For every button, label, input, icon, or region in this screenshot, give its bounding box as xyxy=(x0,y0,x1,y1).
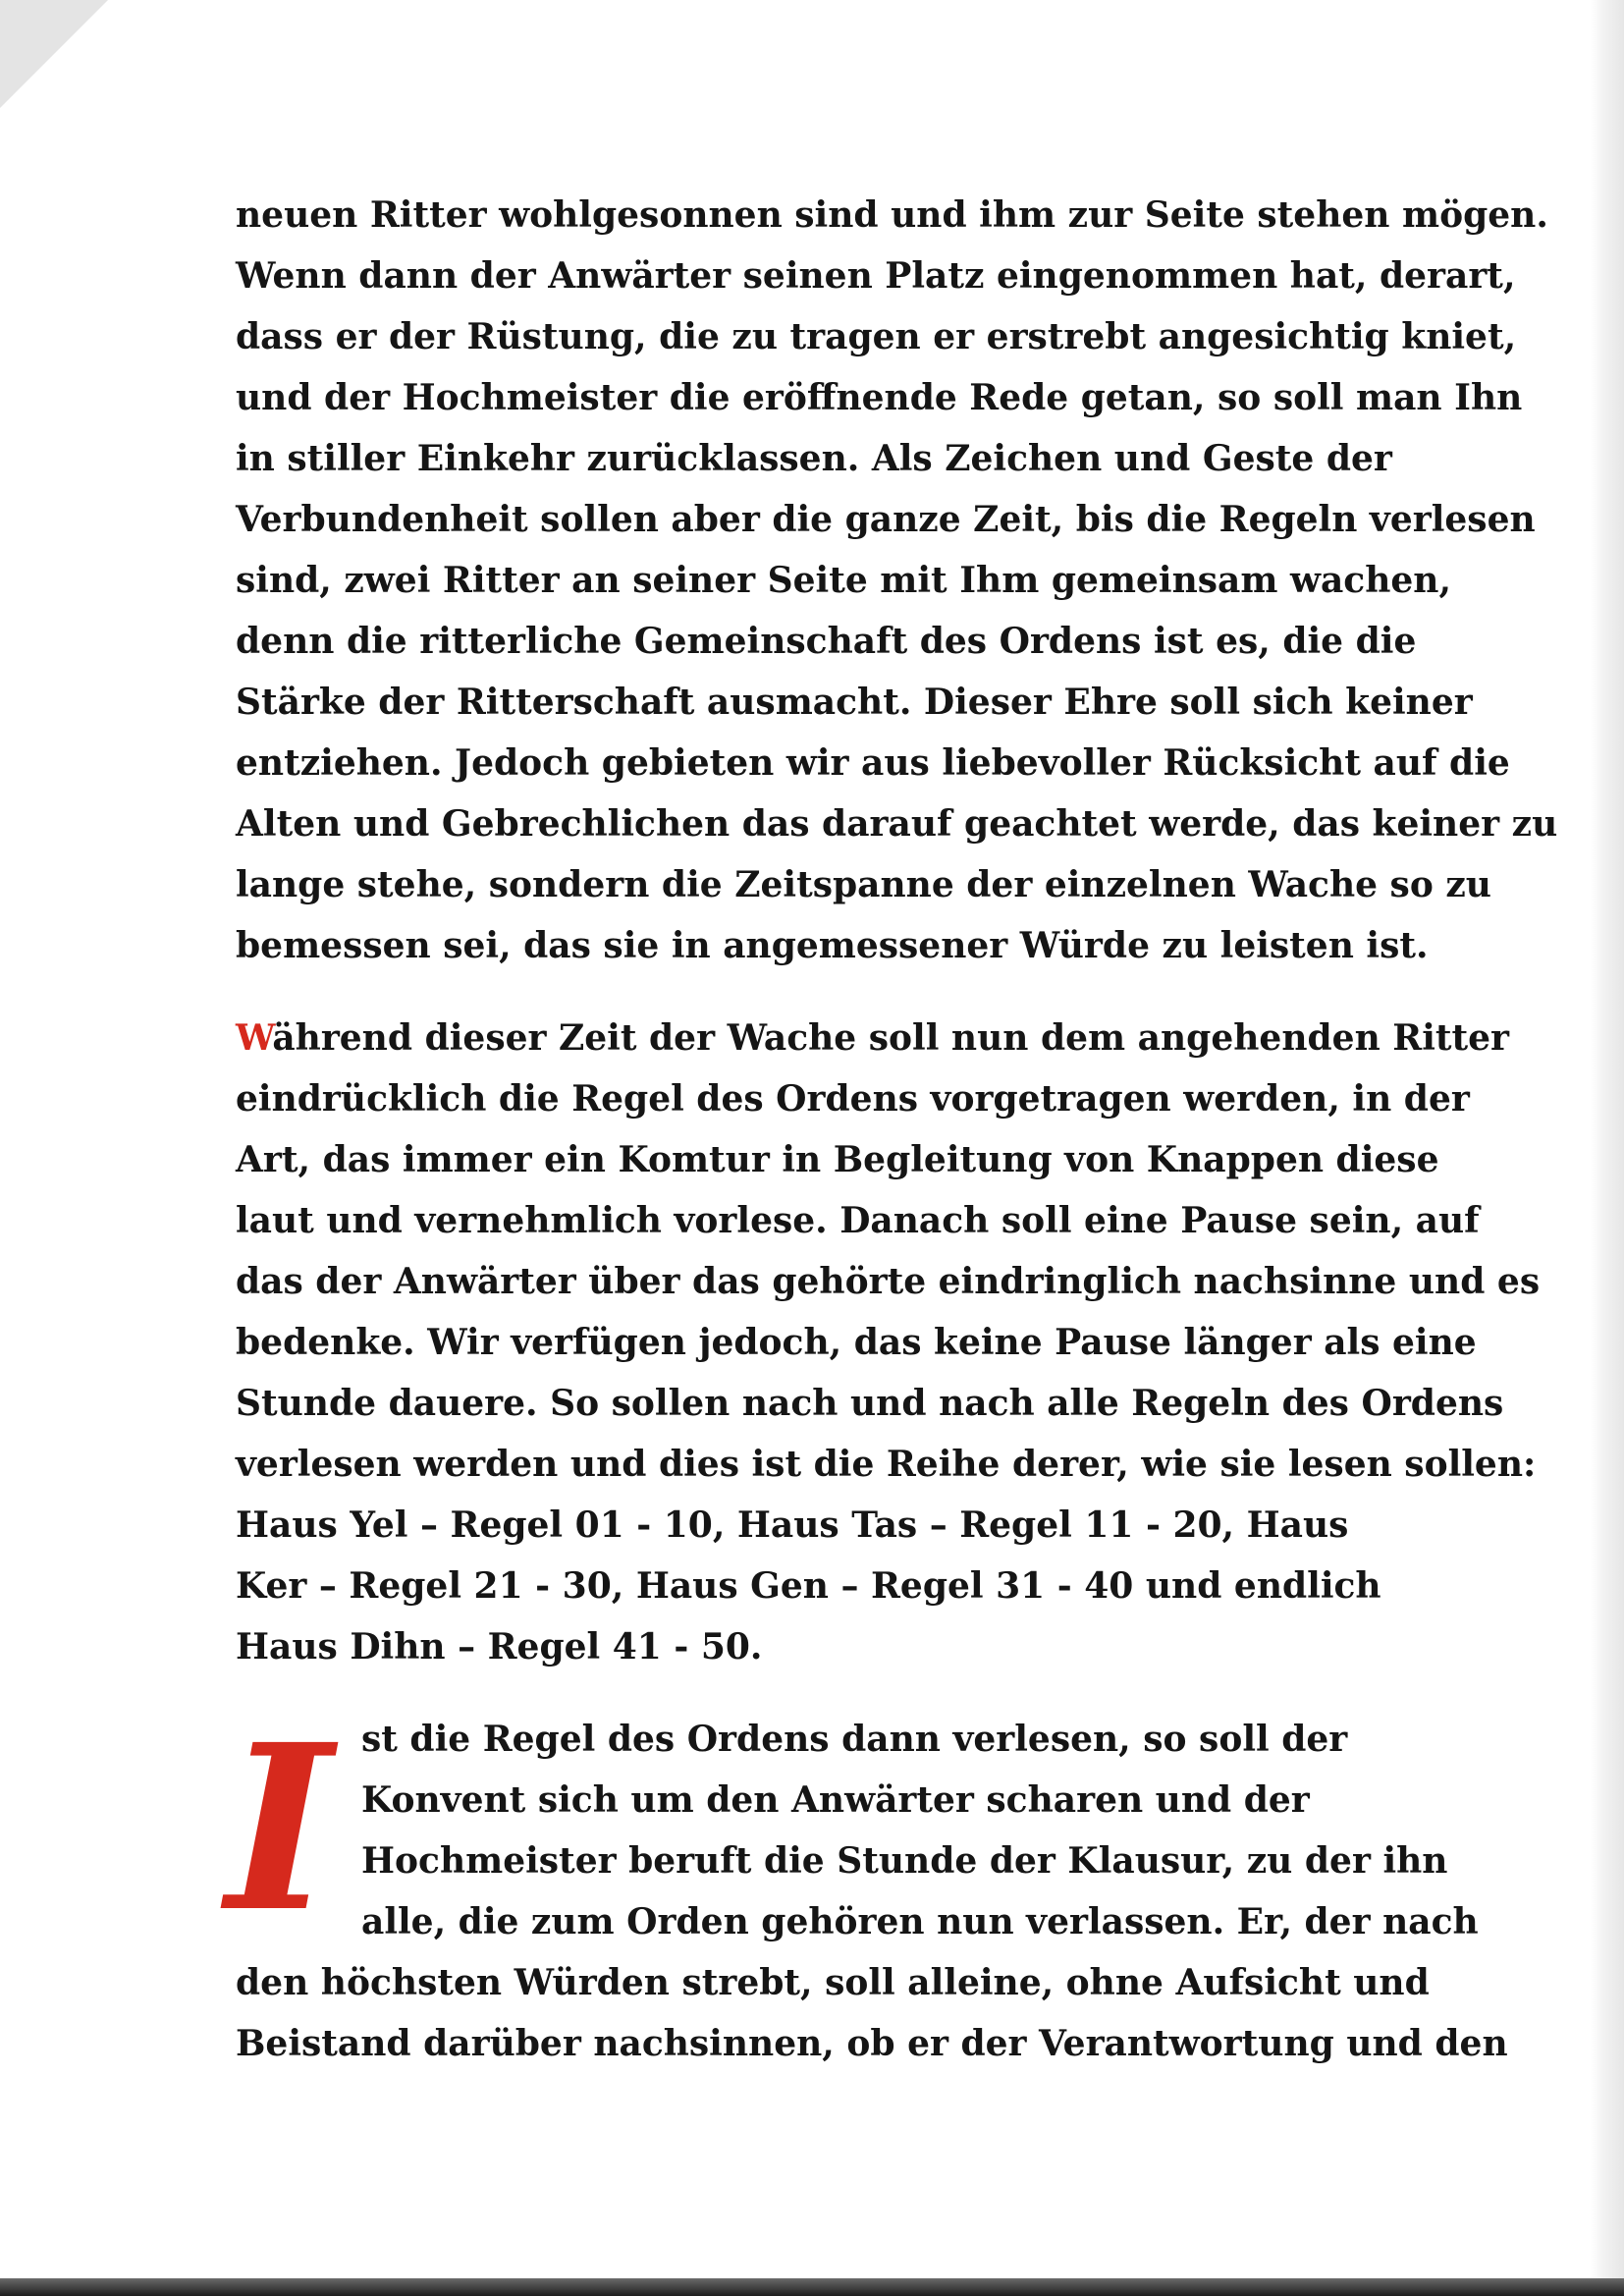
text-line-rest: ährend dieser Zeit der Wache soll nun dem angehenden Ritter xyxy=(272,1017,1509,1059)
text-line: Stunde dauere. So sollen nach und nach alle Regeln des Ordens xyxy=(236,1383,1504,1424)
paragraph-3 xyxy=(226,1694,1508,2074)
text-line: Haus Dihn – Regel 41 - 50. xyxy=(236,1626,763,1667)
text-line: entziehen. Jedoch gebieten wir aus liebevoller Rücksicht auf die xyxy=(236,742,1510,784)
text-line: alle, die zum Orden gehören nun verlassen. Er, der nach xyxy=(361,1901,1479,1942)
paragraph-2 xyxy=(236,1008,1541,1677)
paragraph-gap xyxy=(236,976,1419,1008)
text-line: st die Regel des Ordens dann verlesen, so soll der xyxy=(361,1719,1348,1760)
text-line xyxy=(236,1008,1509,1068)
text-line: Wenn dann der Anwärter seinen Platz eingenommen hat, derart, xyxy=(236,255,1516,297)
text-line: bemessen sei, das sie in angemessener Würde zu leisten ist. xyxy=(236,925,1429,966)
scan-bottom-edge xyxy=(0,2278,1624,2296)
page-corner-fold xyxy=(0,0,108,108)
text-line: Beistand darüber nachsinnen, ob er der Verantwortung und den xyxy=(236,2023,1508,2064)
text-line: Haus Yel – Regel 01 - 10, Haus Tas – Regel 11 - 20, Haus xyxy=(236,1504,1349,1546)
red-initial-letter: W xyxy=(236,1017,273,1059)
page-right-edge-shadow xyxy=(1591,0,1624,2296)
text-line: den höchsten Würden strebt, soll alleine, ohne Aufsicht und xyxy=(236,1962,1430,2003)
text-line: Konvent sich um den Anwärter scharen und der xyxy=(361,1779,1310,1821)
text-line: Stärke der Ritterschaft ausmacht. Dieser Ehre soll sich keiner xyxy=(236,682,1473,723)
text-line: in stiller Einkehr zurücklassen. Als Zeichen und Geste der xyxy=(236,438,1392,479)
text-line: Art, das immer ein Komtur in Begleitung von Knappen diese xyxy=(236,1139,1439,1180)
paragraph-1 xyxy=(236,185,1558,976)
text-line: und der Hochmeister die eröffnende Rede getan, so soll man Ihn xyxy=(236,377,1523,418)
text-line: verlesen werden und dies ist die Reihe derer, wie sie lesen sollen: xyxy=(236,1444,1537,1485)
drop-cap-initial: I xyxy=(226,1694,333,1962)
text-line: neuen Ritter wohlgesonnen sind und ihm zur Seite stehen mögen. xyxy=(236,194,1548,236)
text-line: bedenke. Wir verfügen jedoch, das keine Pause länger als eine xyxy=(236,1322,1477,1363)
text-line: Verbundenheit sollen aber die ganze Zeit, bis die Regeln verlesen xyxy=(236,499,1536,540)
text-line: sind, zwei Ritter an seiner Seite mit Ihm gemeinsam wachen, xyxy=(236,560,1451,601)
text-line: das der Anwärter über das gehörte eindringlich nachsinne und es xyxy=(236,1261,1541,1302)
text-line: eindrücklich die Regel des Ordens vorgetragen werden, in der xyxy=(236,1078,1470,1120)
text-line: dass er der Rüstung, die zu tragen er erstrebt angesichtig kniet, xyxy=(236,316,1517,357)
text-line: laut und vernehmlich vorlese. Danach soll eine Pause sein, auf xyxy=(236,1200,1480,1241)
paragraph-gap xyxy=(236,1677,1419,1709)
text-line: Ker – Regel 21 - 30, Haus Gen – Regel 31 - 40 und endlich xyxy=(236,1565,1381,1607)
document-body xyxy=(226,185,1558,2074)
text-line: lange stehe, sondern die Zeitspanne der einzelnen Wache so zu xyxy=(236,864,1491,905)
text-line: Alten und Gebrechlichen das darauf geachtet werde, das keiner zu xyxy=(236,803,1558,845)
text-line: denn die ritterliche Gemeinschaft des Ordens ist es, die die xyxy=(236,621,1417,662)
text-line: Hochmeister beruft die Stunde der Klausur, zu der ihn xyxy=(361,1840,1448,1882)
